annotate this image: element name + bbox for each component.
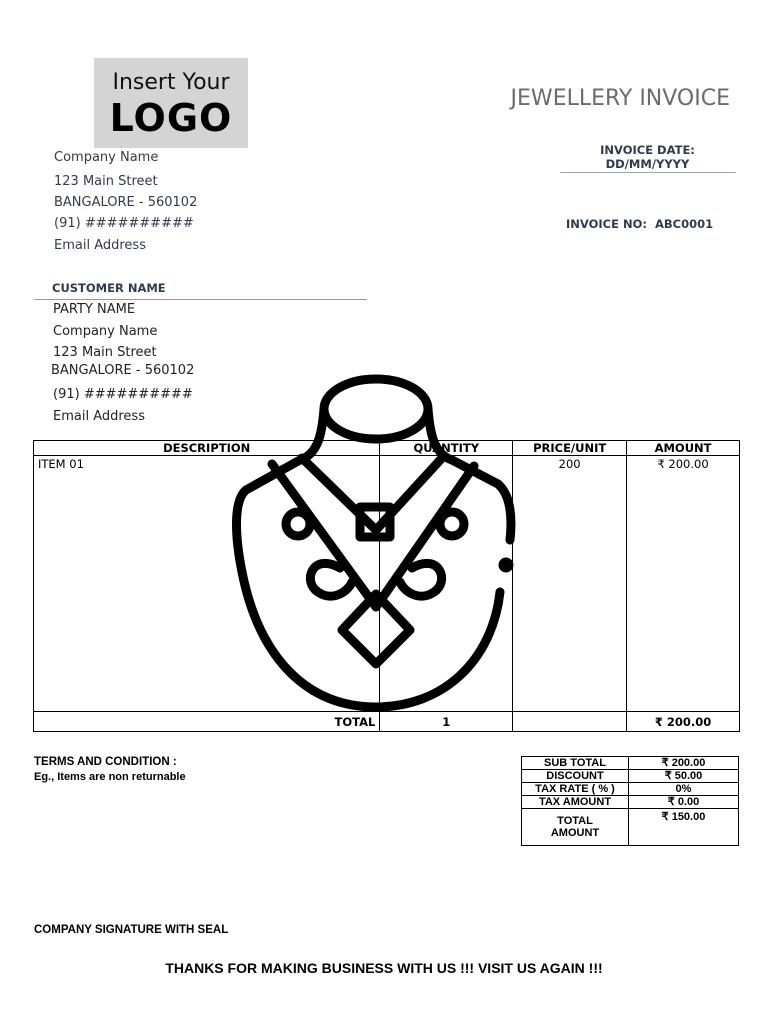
total-amount-label-line1: TOTAL xyxy=(557,815,593,827)
summary-total-row xyxy=(522,809,739,846)
company-phone: (91) ########## xyxy=(54,216,194,231)
item-description: ITEM 01 xyxy=(34,456,380,712)
document-title: JEWELLERY INVOICE xyxy=(510,86,730,111)
customer-city: BANGALORE - 560102 xyxy=(51,363,195,378)
header-quantity: QUANTITY xyxy=(380,441,513,456)
company-street: 123 Main Street xyxy=(54,174,158,189)
signature-label: COMPANY SIGNATURE WITH SEAL xyxy=(34,924,229,936)
summary-tax-rate-row xyxy=(522,783,739,796)
logo-line2: LOGO xyxy=(109,96,233,140)
customer-party: PARTY NAME xyxy=(53,302,136,317)
summary-tax-amount-row xyxy=(522,796,739,809)
total-amount-value: ₹ 150.00 xyxy=(629,809,739,846)
invoice-number-label: INVOICE NO: xyxy=(566,217,647,231)
header-description: DESCRIPTION xyxy=(34,441,380,456)
total-amount: ₹ 200.00 xyxy=(627,712,740,732)
item-amount: ₹ 200.00 xyxy=(627,456,740,712)
customer-company: Company Name xyxy=(53,324,158,339)
total-amount-label xyxy=(522,809,629,846)
invoice-date-label: INVOICE DATE: xyxy=(600,143,695,157)
invoice-date-value: DD/MM/YYYY xyxy=(605,157,690,171)
header-amount: AMOUNT xyxy=(627,441,740,456)
total-quantity: 1 xyxy=(380,712,513,732)
discount-label: DISCOUNT xyxy=(522,770,629,783)
invoice-date xyxy=(560,143,735,171)
summary-subtotal-row xyxy=(522,757,739,770)
logo-placeholder xyxy=(94,58,248,148)
customer-divider xyxy=(34,299,367,300)
tax-amount-value: ₹ 0.00 xyxy=(629,796,739,809)
discount-value: ₹ 50.00 xyxy=(629,770,739,783)
company-city: BANGALORE - 560102 xyxy=(54,195,198,210)
tax-rate-value: 0% xyxy=(629,783,739,796)
total-price-empty xyxy=(513,712,627,732)
customer-heading: CUSTOMER NAME xyxy=(52,281,166,295)
terms-heading: TERMS AND CONDITION : xyxy=(34,756,177,768)
invoice-date-divider xyxy=(560,172,736,173)
invoice-number xyxy=(566,217,713,231)
footer-thanks: THANKS FOR MAKING BUSINESS WITH US !!! VISIT US AGAIN !!! xyxy=(165,960,603,976)
header-price-unit: PRICE/UNIT xyxy=(513,441,627,456)
customer-email: Email Address xyxy=(53,409,145,424)
subtotal-value: ₹ 200.00 xyxy=(629,757,739,770)
total-label: TOTAL xyxy=(34,712,380,732)
customer-street: 123 Main Street xyxy=(53,345,157,360)
summary-discount-row xyxy=(522,770,739,783)
company-name: Company Name xyxy=(54,150,159,165)
terms-text: Eg., Items are non returnable xyxy=(34,771,186,783)
tax-amount-label: TAX AMOUNT xyxy=(522,796,629,809)
subtotal-label: SUB TOTAL xyxy=(522,757,629,770)
customer-phone: (91) ########## xyxy=(53,387,193,402)
tax-rate-label: TAX RATE ( % ) xyxy=(522,783,629,796)
invoice-number-value: ABC0001 xyxy=(654,217,714,231)
logo-line1: Insert Your xyxy=(112,70,230,95)
total-amount-label-line2: AMOUNT xyxy=(550,827,600,839)
necklace-icon xyxy=(230,372,520,717)
summary-table xyxy=(521,756,739,846)
item-price: 200 xyxy=(513,456,627,712)
company-email: Email Address xyxy=(54,238,146,253)
